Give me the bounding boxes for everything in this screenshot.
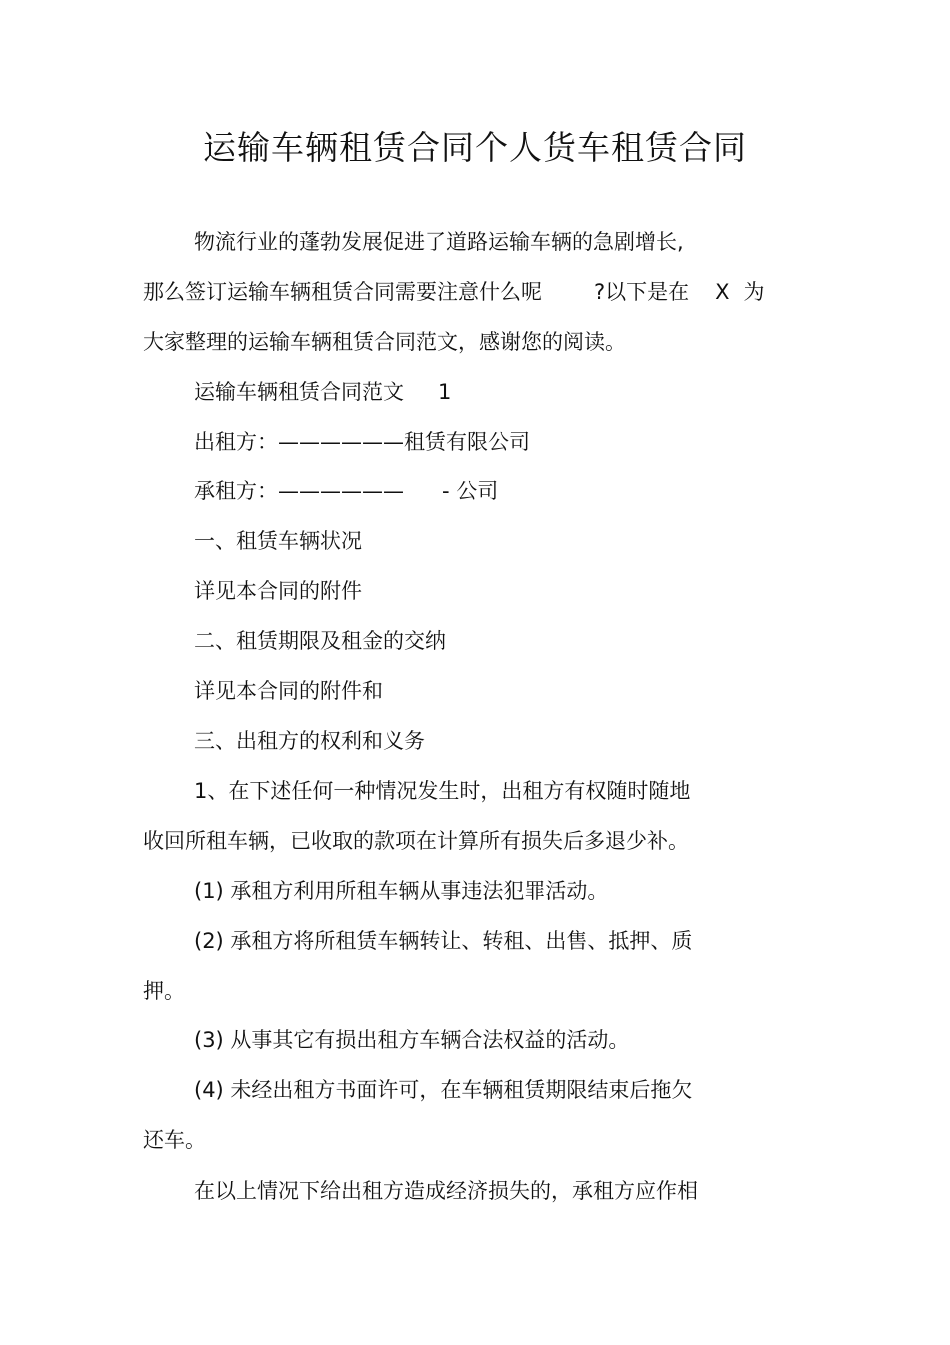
section-2-body: 详见本合同的附件和 <box>194 679 383 703</box>
intro-line-1: 物流行业的蓬勃发展促进了道路运输车辆的急剧增长, <box>194 230 684 254</box>
clause-1-line-1: 1、在下述任何一种情况发生时，出租方有权随时随地 <box>194 779 691 803</box>
closing-line: 在以上情况下给出租方造成经济损失的，承租方应作相 <box>194 1179 698 1203</box>
document-title: 运输车辆租赁合同个人货车租赁合同 <box>203 128 747 167</box>
item-2-line-1: (2) 承租方将所租赁车辆转让、转租、出售、抵押、质 <box>194 929 693 953</box>
intro-line-2-a: 那么签订运输车辆租赁合同需要注意什么呢 <box>143 280 542 304</box>
item-3: (3) 从事其它有损出租方车辆合法权益的活动。 <box>194 1028 630 1052</box>
lessee-label: 承租方：—————— <box>194 479 404 503</box>
intro-line-2-b: ?以下是在 <box>594 280 690 304</box>
section-1-body: 详见本合同的附件 <box>194 579 362 603</box>
clause-1-line-2: 收回所租车辆，已收取的款项在计算所有损失后多退少补。 <box>143 829 689 853</box>
lessee-company: - 公司 <box>442 479 499 503</box>
section-1-heading: 一、租赁车辆状况 <box>194 529 362 553</box>
item-1: (1) 承租方利用所租车辆从事违法犯罪活动。 <box>194 879 609 903</box>
lessee-line <box>194 477 498 505</box>
intro-line-2 <box>143 278 765 306</box>
item-4-line-2: 还车。 <box>143 1128 206 1152</box>
lessor-line: 出租方：——————租赁有限公司 <box>194 430 530 454</box>
item-4-line-1: (4) 未经出租方书面许可，在车辆租赁期限结束后拖欠 <box>194 1078 693 1102</box>
intro-line-2-c: X <box>715 280 730 304</box>
sample-number: 1 <box>438 380 452 404</box>
sample-title <box>194 378 451 406</box>
section-3-heading: 三、出租方的权利和义务 <box>194 729 425 753</box>
intro-line-3: 大家整理的运输车辆租赁合同范文，感谢您的阅读。 <box>143 330 626 354</box>
item-2-line-2: 押。 <box>143 979 185 1003</box>
section-2-heading: 二、租赁期限及租金的交纳 <box>194 629 446 653</box>
sample-title-text: 运输车辆租赁合同范文 <box>194 380 404 404</box>
intro-line-2-d: 为 <box>743 280 765 304</box>
